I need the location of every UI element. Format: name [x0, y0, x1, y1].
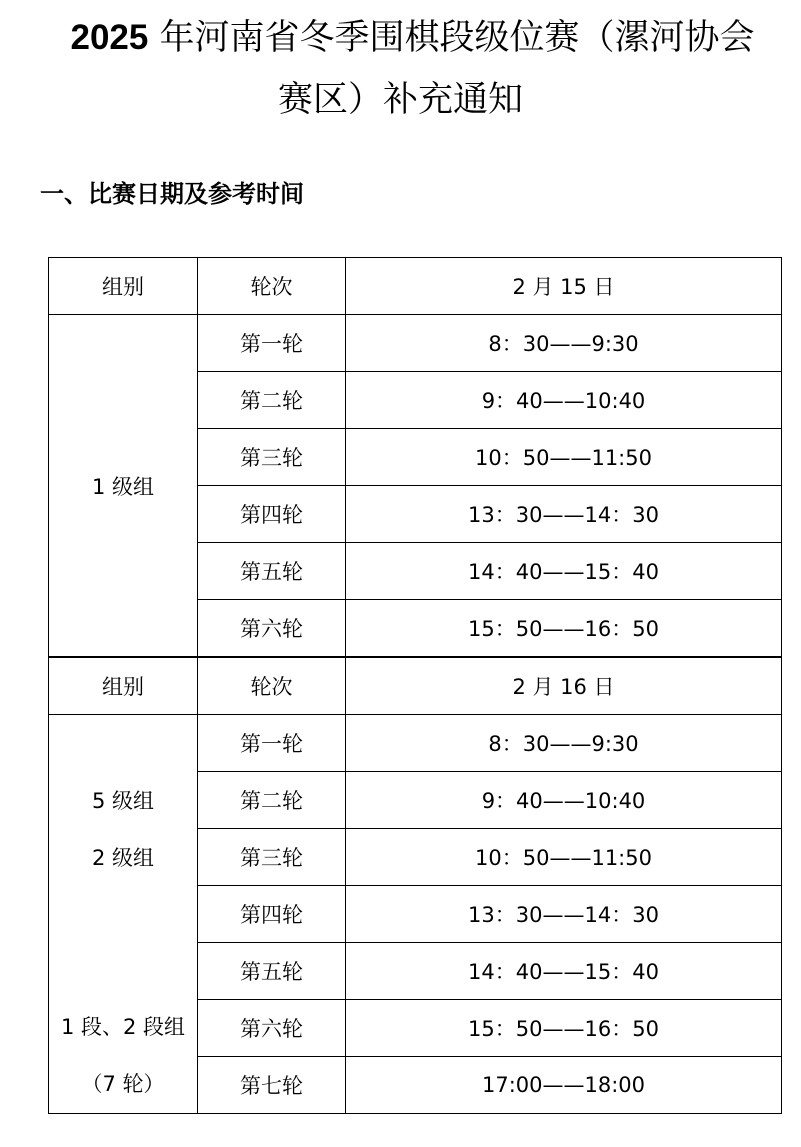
- round-header: 轮次: [198, 657, 346, 715]
- round-cell: 第六轮: [198, 1000, 346, 1057]
- group-header: 组别: [49, 258, 198, 315]
- table-header-row: [49, 657, 782, 715]
- group-label: 2 级组: [91, 846, 155, 870]
- round-cell: 第二轮: [198, 772, 346, 829]
- group-label: 5 级组: [91, 789, 155, 813]
- time-cell: 17:00——18:00: [346, 1057, 782, 1114]
- round-cell: 第四轮: [198, 886, 346, 943]
- group-cell: 1 级组: [49, 315, 198, 658]
- table-row: [49, 315, 782, 372]
- round-cell: 第三轮: [198, 829, 346, 886]
- title-text: 年河南省冬季围棋段级位赛（漯河协会: [148, 18, 755, 58]
- document-title-line1: [12, 18, 801, 58]
- group-header: 组别: [49, 657, 198, 715]
- time-cell: 8：30——9:30: [346, 715, 782, 772]
- time-cell: 9：40——10:40: [346, 372, 782, 429]
- time-cell: 15：50——16：50: [346, 600, 782, 658]
- schedule-table: [48, 257, 782, 1114]
- table-row: [49, 715, 782, 772]
- round-cell: 第五轮: [198, 543, 346, 600]
- section-heading: 一、比赛日期及参考时间: [40, 180, 304, 208]
- document-title-line2: 赛区）补充通知: [277, 80, 523, 120]
- time-cell: 9：40——10:40: [346, 772, 782, 829]
- round-cell: 第五轮: [198, 943, 346, 1000]
- round-cell: 第二轮: [198, 372, 346, 429]
- time-cell: 13：30——14：30: [346, 886, 782, 943]
- title-year: 2025: [70, 18, 149, 57]
- date-header: 2 月 16 日: [346, 657, 782, 715]
- group-cell: [49, 715, 198, 1114]
- group-label: （7 轮）: [81, 1072, 165, 1096]
- time-cell: 13：30——14：30: [346, 486, 782, 543]
- round-cell: 第三轮: [198, 429, 346, 486]
- round-cell: 第七轮: [198, 1057, 346, 1114]
- round-cell: 第四轮: [198, 486, 346, 543]
- round-cell: 第一轮: [198, 315, 346, 372]
- round-cell: 第一轮: [198, 715, 346, 772]
- group-label: 1 段、2 段组: [60, 1015, 186, 1039]
- time-cell: 14：40——15：40: [346, 543, 782, 600]
- time-cell: 15：50——16：50: [346, 1000, 782, 1057]
- time-cell: 10：50——11:50: [346, 429, 782, 486]
- round-header: 轮次: [198, 258, 346, 315]
- table-header-row: [49, 258, 782, 315]
- date-header: 2 月 15 日: [346, 258, 782, 315]
- time-cell: 14：40——15：40: [346, 943, 782, 1000]
- time-cell: 8：30——9:30: [346, 315, 782, 372]
- time-cell: 10：50——11:50: [346, 829, 782, 886]
- round-cell: 第六轮: [198, 600, 346, 658]
